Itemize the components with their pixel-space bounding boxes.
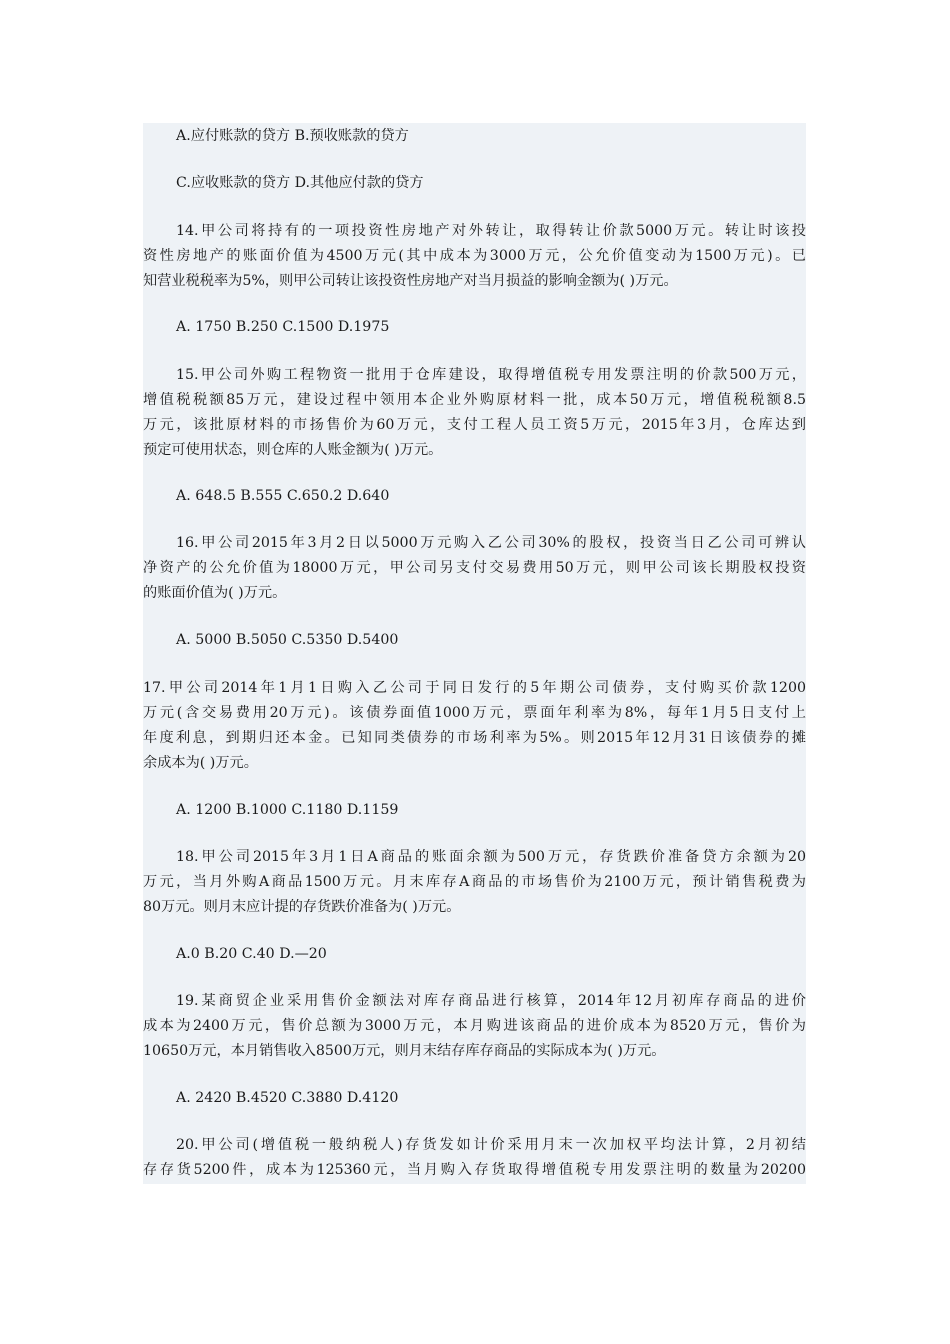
question-17-line-4: 余成本为( )万元。 [143, 755, 258, 771]
question-15-line-2: 增值税税额85万元，建设过程中领用本企业外购原材料一批，成本50万元，增值税税额8.5 [143, 392, 806, 408]
question-20-line-1: 20.甲公司(增值税一般纳税人)存货发如计价采用月末一次加权平均法计算，2月初结 [176, 1137, 806, 1153]
answer-options-19: A. 2420 B.4520 C.3880 D.4120 [176, 1090, 399, 1106]
document-body [143, 123, 806, 1184]
question-19-line-2: 成本为2400万元，售价总额为3000万元，本月购进该商品的进价成本为8520万元，售价为 [143, 1018, 806, 1034]
answer-options-18: A.0 B.20 C.40 D.—20 [176, 946, 327, 962]
question-16-line-3: 的账面价值为( )万元。 [143, 585, 287, 601]
question-20-line-2: 存存货5200件，成本为125360元，当月购入存货取得增值税专用发票注明的数量为20200 [143, 1162, 806, 1178]
question-18-line-1: 18.甲公司2015年3月1日A商品的账面余额为500万元，存货跌价准备贷方余额为20 [176, 849, 806, 865]
question-14-line-2: 资性房地产的账面价值为4500万元(其中成本为3000万元，公允价值变动为1500万元)。已 [143, 248, 806, 264]
question-19-line-3: 10650万元，本月销售收入8500万元，则月末结存库存商品的实际成本为( )万元。 [143, 1043, 666, 1059]
question-14-line-3: 知营业税税率为5%，则甲公司转让该投资性房地产对当月损益的影响金额为( )万元。 [143, 273, 678, 289]
question-16-line-2: 净资产的公允价值为18000万元，甲公司另支付交易费用50万元，则甲公司该长期股权投资 [143, 560, 806, 576]
question-17-line-1: 17.甲公司2014年1月1日购入乙公司于同日发行的5年期公司债券，支付购买价款1200 [143, 680, 806, 696]
question-15-line-4: 预定可使用状态，则仓库的人账金额为( )万元。 [143, 442, 443, 458]
answer-options-14: A. 1750 B.250 C.1500 D.1975 [176, 319, 390, 335]
answer-options-13-c-d: C.应收账款的贷方 D.其他应付款的贷方 [176, 175, 424, 191]
answer-options-15: A. 648.5 B.555 C.650.2 D.640 [176, 488, 390, 504]
question-17-line-2: 万元(含交易费用20万元)。该债券面值1000万元，票面年利率为8%，每年1月5日支付上 [143, 705, 806, 721]
question-16-line-1: 16.甲公司2015年3月2日以5000万元购入乙公司30%的股权，投资当日乙公司可辨认 [176, 535, 806, 551]
question-14-line-1: 14.甲公司将持有的一项投资性房地产对外转让，取得转让价款5000万元。转让时该投 [176, 223, 806, 239]
question-19-line-1: 19.某商贸企业采用售价金额法对库存商品进行核算，2014年12月初库存商品的进价 [176, 993, 806, 1009]
question-18-line-3: 80万元。则月末应计提的存货跌价准备为( )万元。 [143, 899, 461, 915]
answer-options-13-a-b: A.应付账款的贷方 B.预收账款的贷方 [176, 128, 409, 144]
question-17-line-3: 年度利息，到期归还本金。已知同类债券的市场利率为5%。则2015年12月31日该债券的摊 [143, 730, 806, 746]
question-15-line-3: 万元，该批原材料的市扬售价为60万元，支付工程人员工资5万元，2015年3月，仓库达到 [143, 417, 806, 433]
answer-options-17: A. 1200 B.1000 C.1180 D.1159 [176, 802, 399, 818]
question-15-line-1: 15.甲公司外购工程物资一批用于仓库建设，取得增值税专用发票注明的价款500万元， [176, 367, 806, 383]
answer-options-16: A. 5000 B.5050 C.5350 D.5400 [176, 632, 399, 648]
question-18-line-2: 万元，当月外购A商品1500万元。月末库存A商品的市场售价为2100万元，预计销售税费为 [143, 874, 806, 890]
